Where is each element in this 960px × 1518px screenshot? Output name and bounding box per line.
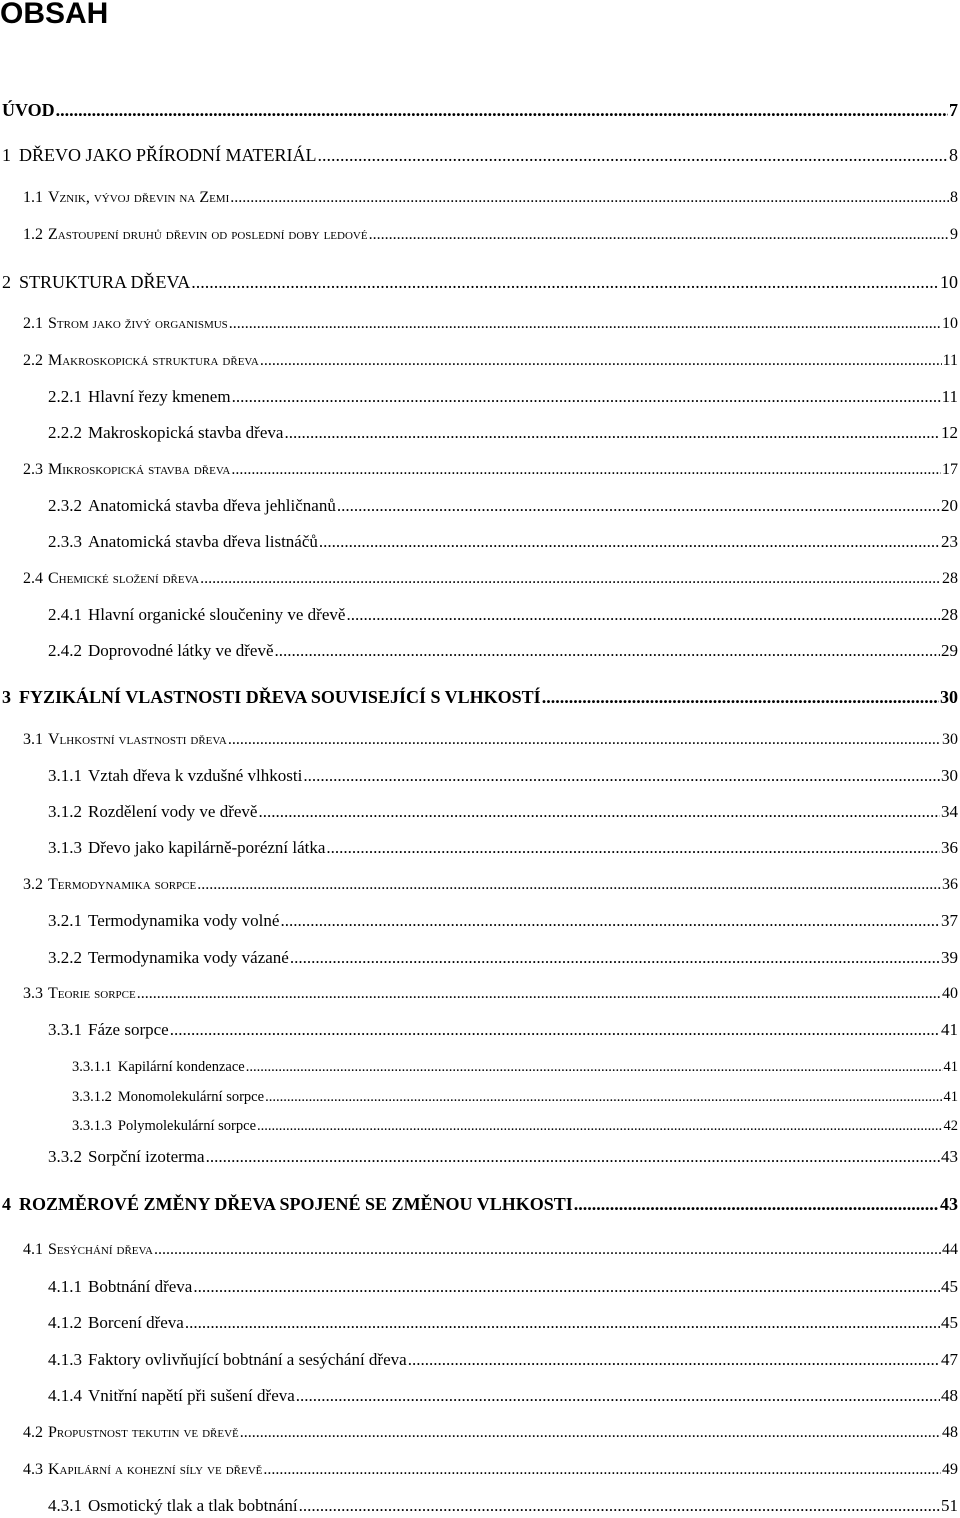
toc-entry[interactable] xyxy=(48,1018,958,1042)
toc-entry[interactable] xyxy=(2,98,958,122)
toc-entry-number: 2.1 xyxy=(23,315,43,332)
toc-entry-title: Sesýchání dřeva xyxy=(48,1241,153,1258)
toc-entry-title: Termodynamika vody vázané xyxy=(88,948,289,967)
toc-dot-leader xyxy=(231,458,941,482)
toc-entry-number: 1.1 xyxy=(23,189,43,206)
toc-entry-page-number: 8 xyxy=(949,145,958,165)
toc-dot-leader xyxy=(319,530,940,554)
toc-dot-leader xyxy=(303,764,940,788)
toc-entry-page-number: 11 xyxy=(942,352,958,369)
toc-entry-number: 1.2 xyxy=(23,226,43,243)
toc-entry-page-number: 10 xyxy=(942,315,958,332)
toc-entry[interactable] xyxy=(23,1421,958,1445)
toc-entry-page-number: 30 xyxy=(942,731,958,748)
toc-entry-title: ÚVOD xyxy=(2,100,55,120)
toc-entry-page-number: 41 xyxy=(943,1089,958,1105)
toc-entry-number: 3.3.2 xyxy=(48,1147,82,1166)
toc-entry[interactable] xyxy=(72,1085,958,1109)
toc-entry-page-number: 44 xyxy=(942,1241,958,1258)
toc-dot-leader xyxy=(280,909,940,933)
toc-entry-number: 2.4.1 xyxy=(48,605,82,624)
toc-entry-page-number: 36 xyxy=(941,838,958,857)
toc-dot-leader xyxy=(408,1348,940,1372)
toc-entry[interactable] xyxy=(48,530,958,554)
toc-entry-page-number: 45 xyxy=(941,1313,958,1332)
toc-entry-title: Bobtnání dřeva xyxy=(88,1277,193,1296)
toc-entry-title: Osmotický tlak a tlak bobtnání xyxy=(88,1496,298,1515)
toc-dot-leader xyxy=(56,98,948,122)
toc-entry-number: 3.3.1.1 xyxy=(72,1059,112,1075)
toc-entry[interactable] xyxy=(23,223,958,247)
toc-entry-title: Makroskopická struktura dřeva xyxy=(48,352,259,369)
toc-entry-number: 4.3.1 xyxy=(48,1496,82,1515)
toc-entry-number: 4 xyxy=(2,1194,11,1214)
toc-dot-leader xyxy=(326,836,940,860)
toc-entry-number: 3.3 xyxy=(23,985,43,1002)
toc-entry-title: Strom jako živý organismus xyxy=(48,315,228,332)
toc-dot-leader xyxy=(228,728,941,752)
toc-entry-title: Kapilární a kohezní síly ve dřevě xyxy=(48,1461,263,1478)
toc-entry-title: Vznik, vývoj dřevin na Zemi xyxy=(48,189,230,206)
toc-entry-page-number: 37 xyxy=(941,911,958,930)
toc-entry-page-number: 23 xyxy=(941,532,958,551)
toc-entry-title: Hlavní organické sloučeniny ve dřevě xyxy=(88,605,346,624)
toc-dot-leader xyxy=(185,1311,940,1335)
toc-entry[interactable] xyxy=(48,1145,958,1169)
toc-dot-leader xyxy=(232,385,941,409)
toc-entry-title: Polymolekulární sorpce xyxy=(117,1118,257,1134)
toc-dot-leader xyxy=(275,639,940,663)
toc-dot-leader xyxy=(296,1384,940,1408)
toc-entry-number: 4.1 xyxy=(23,1241,43,1258)
toc-entry-number: 3.1.3 xyxy=(48,838,82,857)
toc-entry-title: Vlhkostní vlastnosti dřeva xyxy=(48,731,227,748)
toc-dot-leader xyxy=(230,186,949,210)
toc-entry-number: 2.2 xyxy=(23,352,43,369)
toc-entry-title: Zastoupení druhů dřevin od poslední doby ledové xyxy=(48,226,368,243)
toc-entry-page-number: 29 xyxy=(941,641,958,660)
toc-entry[interactable] xyxy=(23,728,958,752)
toc-entry-number: 3.2.2 xyxy=(48,948,82,967)
toc-entry-page-number: 17 xyxy=(942,461,958,478)
toc-dot-leader xyxy=(197,873,941,897)
toc-dot-leader xyxy=(191,270,939,294)
page-title: OBSAH xyxy=(0,0,109,30)
toc-entry-page-number: 41 xyxy=(943,1059,958,1075)
toc-entry-title: Mikroskopická stavba dřeva xyxy=(48,461,231,478)
toc-dot-leader xyxy=(337,494,940,518)
toc-entry-number: 3.3.1.3 xyxy=(72,1118,112,1134)
toc-entry-page-number: 49 xyxy=(942,1461,958,1478)
toc-entry-number: 3.2 xyxy=(23,876,43,893)
toc-entry-title: Makroskopická stavba dřeva xyxy=(88,423,284,442)
toc-dot-leader xyxy=(574,1192,939,1216)
toc-entry-number: 2.2.2 xyxy=(48,423,82,442)
toc-entry[interactable] xyxy=(23,567,958,591)
toc-entry[interactable] xyxy=(2,143,958,167)
toc-entry-number: 2.3 xyxy=(23,461,43,478)
toc-entry[interactable] xyxy=(48,946,958,970)
toc-entry-title: Monomolekulární sorpce xyxy=(117,1089,265,1105)
toc-entry-number: 4.1.1 xyxy=(48,1277,82,1296)
toc-dot-leader xyxy=(369,223,949,247)
toc-entry-title: Rozdělení vody ve dřevě xyxy=(88,802,258,821)
toc-dot-leader xyxy=(284,421,940,445)
toc-entry-title: FYZIKÁLNÍ VLASTNOSTI DŘEVA SOUVISEJÍCÍ S VLHKOSTÍ xyxy=(19,687,541,707)
toc-entry-page-number: 28 xyxy=(941,605,958,624)
toc-entry[interactable] xyxy=(48,800,958,824)
toc-dot-leader xyxy=(240,1421,941,1445)
toc-entry-title: STRUKTURA DŘEVA xyxy=(19,272,191,292)
toc-dot-leader xyxy=(258,800,940,824)
toc-entry-page-number: 51 xyxy=(941,1496,958,1515)
toc-entry-title: Termodynamika vody volné xyxy=(88,911,280,930)
toc-entry-page-number: 10 xyxy=(940,272,958,292)
toc-entry-number: 4.1.2 xyxy=(48,1313,82,1332)
toc-entry[interactable] xyxy=(48,1311,958,1335)
toc-dot-leader xyxy=(542,685,939,709)
toc-entry-title: Sorpční izoterma xyxy=(88,1147,205,1166)
toc-dot-leader xyxy=(290,946,940,970)
toc-entry-title: ROZMĚROVÉ ZMĚNY DŘEVA SPOJENÉ SE ZMĚNOU VLHKOSTI xyxy=(19,1194,573,1214)
toc-dot-leader xyxy=(260,349,942,373)
toc-entry-page-number: 34 xyxy=(941,802,958,821)
toc-entry[interactable] xyxy=(48,1494,958,1518)
toc-entry-page-number: 47 xyxy=(941,1350,958,1369)
toc-entry-page-number: 41 xyxy=(941,1020,958,1039)
toc-entry[interactable] xyxy=(48,494,958,518)
toc-entry-page-number: 43 xyxy=(941,1147,958,1166)
toc-entry-title: Dřevo jako kapilárně-porézní látka xyxy=(88,838,326,857)
toc-entry-number: 2.4.2 xyxy=(48,641,82,660)
toc-entry[interactable] xyxy=(23,349,958,373)
toc-entry[interactable] xyxy=(23,458,958,482)
toc-entry-title: Vnitřní napětí při sušení dřeva xyxy=(88,1386,295,1405)
toc-entry-number: 2.3.3 xyxy=(48,532,82,551)
toc-entry[interactable] xyxy=(48,764,958,788)
toc-entry-title: Anatomická stavba dřeva jehličnanů xyxy=(88,496,336,515)
toc-entry-page-number: 30 xyxy=(940,687,958,707)
toc-entry-number: 3.2.1 xyxy=(48,911,82,930)
toc-entry[interactable] xyxy=(23,873,958,897)
toc-entry-page-number: 39 xyxy=(941,948,958,967)
toc-entry-number: 3.1.1 xyxy=(48,766,82,785)
toc-entry[interactable] xyxy=(72,1114,958,1138)
toc-entry-page-number: 9 xyxy=(950,226,958,243)
toc-dot-leader xyxy=(193,1275,940,1299)
toc-entry-title: Kapilární kondenzace xyxy=(117,1059,245,1075)
toc-entry-page-number: 28 xyxy=(942,570,958,587)
toc-entry-number: 1 xyxy=(2,145,11,165)
toc-entry-number: 2.3.2 xyxy=(48,496,82,515)
toc-dot-leader xyxy=(257,1114,942,1138)
toc-entry-title: Vztah dřeva k vzdušné vlhkosti xyxy=(88,766,303,785)
toc-entry-page-number: 43 xyxy=(940,1194,958,1214)
toc-entry-title: Anatomická stavba dřeva listnáčů xyxy=(88,532,318,551)
toc-entry-page-number: 8 xyxy=(950,189,958,206)
toc-entry[interactable] xyxy=(48,385,958,409)
toc-dot-leader xyxy=(154,1238,941,1262)
toc-entry-page-number: 36 xyxy=(942,876,958,893)
toc-entry-page-number: 42 xyxy=(943,1118,958,1134)
toc-dot-leader xyxy=(265,1085,942,1109)
toc-entry-number: 3.3.1.2 xyxy=(72,1089,112,1105)
toc-dot-leader xyxy=(170,1018,940,1042)
toc-dot-leader xyxy=(206,1145,940,1169)
toc-entry-page-number: 12 xyxy=(941,423,958,442)
toc-dot-leader xyxy=(318,143,948,167)
toc-dot-leader xyxy=(246,1055,943,1079)
toc-entry-page-number: 48 xyxy=(942,1424,958,1441)
toc-entry[interactable] xyxy=(48,909,958,933)
toc-entry[interactable] xyxy=(2,685,958,709)
toc-entry-page-number: 40 xyxy=(942,985,958,1002)
toc-entry-number: 4.1.4 xyxy=(48,1386,82,1405)
toc-dot-leader xyxy=(229,312,941,336)
toc-entry-number: 2.2.1 xyxy=(48,387,82,406)
toc-entry-page-number: 48 xyxy=(941,1386,958,1405)
toc-entry-number: 3 xyxy=(2,687,11,707)
toc-entry-number: 4.3 xyxy=(23,1461,43,1478)
toc-entry-number: 3.1.2 xyxy=(48,802,82,821)
toc-entry[interactable] xyxy=(48,603,958,627)
toc-dot-leader xyxy=(299,1494,940,1518)
toc-entry-title: Doprovodné látky ve dřevě xyxy=(88,641,274,660)
toc-entry-title: Fáze sorpce xyxy=(88,1020,169,1039)
toc-entry-number: 3.1 xyxy=(23,731,43,748)
toc-entry-page-number: 30 xyxy=(941,766,958,785)
toc-dot-leader xyxy=(263,1458,941,1482)
toc-entry[interactable] xyxy=(48,1348,958,1372)
toc-entry-title: Chemické složení dřeva xyxy=(48,570,200,587)
toc-entry[interactable] xyxy=(23,982,958,1006)
toc-entry-title: DŘEVO JAKO PŘÍRODNÍ MATERIÁL xyxy=(19,145,317,165)
toc-entry[interactable] xyxy=(48,639,958,663)
toc-entry[interactable] xyxy=(48,1384,958,1408)
toc-dot-leader xyxy=(137,982,941,1006)
toc-entry-number: 2 xyxy=(2,272,11,292)
toc-entry-number: 4.1.3 xyxy=(48,1350,82,1369)
toc-entry[interactable] xyxy=(2,1192,958,1216)
toc-entry-title: Teorie sorpce xyxy=(48,985,136,1002)
toc-entry-title: Propustnost tekutin ve dřevě xyxy=(48,1424,239,1441)
toc-entry-title: Faktory ovlivňující bobtnání a sesýchání dřeva xyxy=(88,1350,407,1369)
toc-entry-page-number: 45 xyxy=(941,1277,958,1296)
toc-entry[interactable] xyxy=(23,186,958,210)
toc-entry-title: Hlavní řezy kmenem xyxy=(88,387,231,406)
toc-entry[interactable] xyxy=(23,1238,958,1262)
toc-entry-number: 3.3.1 xyxy=(48,1020,82,1039)
toc-entry-page-number: 20 xyxy=(941,496,958,515)
toc-entry-title: Borcení dřeva xyxy=(88,1313,184,1332)
toc-dot-leader xyxy=(346,603,940,627)
toc-entry[interactable] xyxy=(48,836,958,860)
toc-entry[interactable] xyxy=(23,1458,958,1482)
toc-entry-number: 4.2 xyxy=(23,1424,43,1441)
toc-entry[interactable] xyxy=(48,421,958,445)
toc-entry-title: Termodynamika sorpce xyxy=(48,876,197,893)
toc-dot-leader xyxy=(200,567,941,591)
toc-entry[interactable] xyxy=(48,1275,958,1299)
toc-entry-page-number: 11 xyxy=(941,387,958,406)
toc-entry[interactable] xyxy=(72,1055,958,1079)
toc-entry-page-number: 7 xyxy=(949,100,958,120)
toc-entry[interactable] xyxy=(23,312,958,336)
toc-entry-number: 2.4 xyxy=(23,570,43,587)
toc-entry[interactable] xyxy=(2,270,958,294)
